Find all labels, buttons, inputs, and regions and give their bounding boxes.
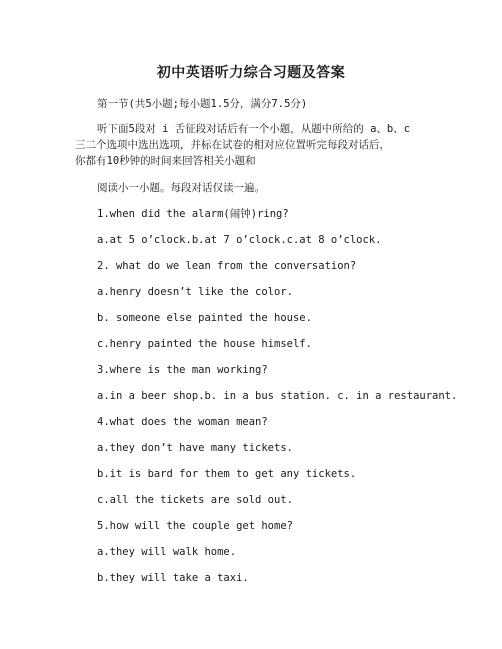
question-5-option-b: b.they will take a taxi.: [97, 572, 249, 584]
question-5-option-a: a.they will walk home.: [97, 546, 237, 558]
question-1-options: a.at 5 o’clock.b.at 7 o’clock.c.at 8 o’clock.: [97, 234, 382, 246]
instructions-line-1: 听下面5段对 i 舌征段对话后有一个小题，从题中所给的 a、b、c: [97, 123, 411, 135]
question-4: 4.what does the woman mean?: [97, 416, 268, 428]
question-4-option-b: b.it is bard for them to get any tickets.: [97, 468, 357, 480]
instructions: [75, 121, 435, 169]
question-4-option-c: c.all the tickets are sold out.: [97, 494, 293, 506]
question-5: 5.how will the couple get home?: [97, 520, 293, 532]
question-2-option-c: c.henry painted the house himself.: [97, 338, 312, 350]
question-2-option-a: a.henry doesn’t like the color.: [97, 286, 293, 298]
question-2: 2. what do we lean from the conversation?: [97, 260, 357, 272]
section-heading: 第一节(共5小题;每小题1.5分，满分7.5分): [97, 98, 308, 110]
question-1: 1.when did the alarm(闹钟)ring?: [97, 208, 289, 220]
instructions-line-3: 你都有10秒钟的时间来回答相关小题和: [75, 155, 256, 167]
question-3: 3.where is the man working?: [97, 364, 268, 376]
instructions-line-4: 阅读小一小题。每段对话仅读一遍。: [97, 182, 265, 194]
question-3-options: a.in a beer shop.b. in a bus station. c. in a restaurant.: [97, 390, 458, 402]
page-title: 初中英语听力综合习题及答案: [156, 65, 346, 81]
instructions-line-2: 三二个选项中选出选项，并标在试卷的相对应位置听完每段对话后，: [75, 139, 390, 151]
question-4-option-a: a.they don’t have many tickets.: [97, 442, 293, 454]
question-2-option-b: b. someone else painted the house.: [97, 312, 312, 324]
